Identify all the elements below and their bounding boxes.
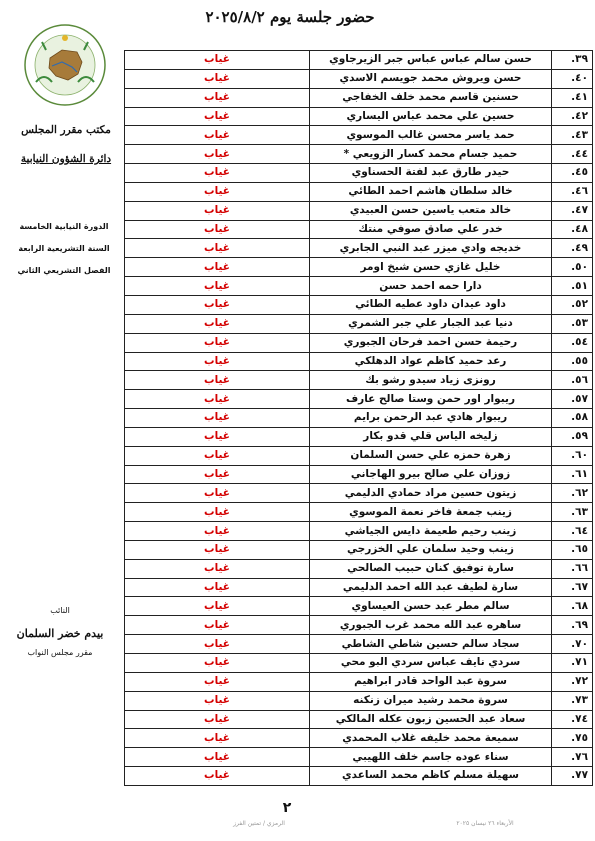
attendance-status: غياب <box>125 295 310 314</box>
row-number: ٥٨. <box>552 409 593 428</box>
row-number: ٥٧. <box>552 390 593 409</box>
attendance-status: غياب <box>125 616 310 635</box>
table-row <box>125 672 593 691</box>
table-row <box>125 767 593 786</box>
session-line: السنة التشريعية الرابعة <box>18 244 110 253</box>
member-name: زهرة حمزه علي حسن السلمان <box>310 446 552 465</box>
signature-role: مقرر مجلس النواب <box>27 648 93 657</box>
row-number: ٦٦. <box>552 559 593 578</box>
attendance-status: غياب <box>125 314 310 333</box>
row-number: ٣٩. <box>552 51 593 70</box>
row-number: ٧١. <box>552 654 593 673</box>
table-row <box>125 578 593 597</box>
table-row <box>125 710 593 729</box>
row-number: ٥٣. <box>552 314 593 333</box>
table-row <box>125 201 593 220</box>
table-row <box>125 126 593 145</box>
member-name: زينب وحيد سلمان علي الخزرجي <box>310 540 552 559</box>
attendance-status: غياب <box>125 710 310 729</box>
member-name: سالم مطر عبد حسن العيساوي <box>310 597 552 616</box>
attendance-status: غياب <box>125 390 310 409</box>
page-title: حضور جلسة يوم ٢٠٢٥/٨/٢ <box>205 8 375 26</box>
attendance-status: غياب <box>125 503 310 522</box>
row-number: ٤٠. <box>552 69 593 88</box>
member-name: حميد جسام محمد كسار الزويعي * <box>310 145 552 164</box>
table-row <box>125 522 593 541</box>
attendance-status: غياب <box>125 126 310 145</box>
table-row <box>125 69 593 88</box>
member-name: خليل غازي حسن شيخ اومر <box>310 258 552 277</box>
session-line: الفصل التشريعي الثاني <box>17 266 111 275</box>
attendance-status: غياب <box>125 88 310 107</box>
member-name: سجاد سالم حسين شاطي الشاطي <box>310 635 552 654</box>
table-row <box>125 107 593 126</box>
table-row <box>125 409 593 428</box>
row-number: ٦٠. <box>552 446 593 465</box>
table-row <box>125 88 593 107</box>
row-number: ٦٤. <box>552 522 593 541</box>
member-name: سروة محمد رشيد ميران زنكنه <box>310 691 552 710</box>
row-number: ٤١. <box>552 88 593 107</box>
attendance-status: غياب <box>125 729 310 748</box>
table-row <box>125 182 593 201</box>
table-row <box>125 597 593 616</box>
table-row <box>125 503 593 522</box>
table-row <box>125 145 593 164</box>
attendance-status: غياب <box>125 277 310 296</box>
member-name: سروة عبد الواحد قادر ابراهيم <box>310 672 552 691</box>
member-name: زليخه الياس قلي قدو بكار <box>310 427 552 446</box>
attendance-status: غياب <box>125 672 310 691</box>
attendance-status: غياب <box>125 69 310 88</box>
member-name: خالد سلطان هاشم احمد الطائي <box>310 182 552 201</box>
row-number: ٦٣. <box>552 503 593 522</box>
attendance-status: غياب <box>125 691 310 710</box>
attendance-status: غياب <box>125 333 310 352</box>
member-name: خالد متعب ياسين حسن العبيدي <box>310 201 552 220</box>
member-name: حيدر طارق عبد لفتة الحسناوي <box>310 164 552 183</box>
signature-title: النائب <box>50 606 70 615</box>
attendance-table <box>124 50 593 786</box>
attendance-status: غياب <box>125 597 310 616</box>
member-name: سارة توفيق كنان حبيب الصالحي <box>310 559 552 578</box>
footer-left-text: الرمزي / تمتين الفرز <box>233 820 285 827</box>
attendance-status: غياب <box>125 51 310 70</box>
member-name: زينب رحيم طعيمة دايس الجياشي <box>310 522 552 541</box>
table-row <box>125 540 593 559</box>
row-number: ٤٦. <box>552 182 593 201</box>
member-name: ساهره عبد الله محمد غرب الجبوري <box>310 616 552 635</box>
table-row <box>125 635 593 654</box>
attendance-status: غياب <box>125 559 310 578</box>
row-number: ٧٥. <box>552 729 593 748</box>
member-name: حسنين قاسم محمد خلف الخفاجي <box>310 88 552 107</box>
table-row <box>125 352 593 371</box>
row-number: ٤٩. <box>552 239 593 258</box>
attendance-status: غياب <box>125 371 310 390</box>
row-number: ٧٦. <box>552 748 593 767</box>
table-row <box>125 371 593 390</box>
member-name: رونزى زياد سيدو رشو بك <box>310 371 552 390</box>
page-number: ٢ <box>282 800 292 816</box>
attendance-status: غياب <box>125 182 310 201</box>
table-row <box>125 333 593 352</box>
department-label: دائرة الشؤون النيابية <box>20 153 112 165</box>
attendance-status: غياب <box>125 239 310 258</box>
member-name: سهيلة مسلم كاظم محمد الساعدي <box>310 767 552 786</box>
row-number: ٤٢. <box>552 107 593 126</box>
member-name: دنيا عبد الجبار علي جبر الشمري <box>310 314 552 333</box>
row-number: ٤٣. <box>552 126 593 145</box>
member-name: سارة لطيف عبد الله احمد الدليمي <box>310 578 552 597</box>
row-number: ٥٥. <box>552 352 593 371</box>
table-row <box>125 654 593 673</box>
table-row <box>125 484 593 503</box>
member-name: سردي نايف عباس سردي البو محي <box>310 654 552 673</box>
attendance-status: غياب <box>125 654 310 673</box>
attendance-status: غياب <box>125 258 310 277</box>
attendance-status: غياب <box>125 107 310 126</box>
table-row <box>125 427 593 446</box>
attendance-status: غياب <box>125 164 310 183</box>
table-row <box>125 51 593 70</box>
attendance-status: غياب <box>125 220 310 239</box>
member-name: سميعة محمد خليفه غلاب المحمدي <box>310 729 552 748</box>
table-row <box>125 390 593 409</box>
member-name: خديجه وادي ميزر عبد النبي الجابري <box>310 239 552 258</box>
row-number: ٧٤. <box>552 710 593 729</box>
attendance-status: غياب <box>125 352 310 371</box>
member-name: حمد ياسر محسن غالب الموسوي <box>310 126 552 145</box>
table-row <box>125 220 593 239</box>
attendance-status: غياب <box>125 446 310 465</box>
footer-right-text: الأربعاء ٢٦ نيسان ٢٠٢٥ <box>456 820 514 827</box>
table-row <box>125 465 593 484</box>
attendance-status: غياب <box>125 522 310 541</box>
table-row <box>125 239 593 258</box>
member-name: حسن ويروش محمد جويسم الاسدي <box>310 69 552 88</box>
member-name: سناء عوده جاسم خلف اللهيبي <box>310 748 552 767</box>
row-number: ٥٦. <box>552 371 593 390</box>
office-label: مكتب مقرر المجلس <box>21 124 111 136</box>
member-name: زوزان علي صالح بيرو الهاجاني <box>310 465 552 484</box>
row-number: ٥١. <box>552 277 593 296</box>
table-row <box>125 559 593 578</box>
table-row <box>125 748 593 767</box>
row-number: ٤٧. <box>552 201 593 220</box>
row-number: ٤٥. <box>552 164 593 183</box>
row-number: ٧٢. <box>552 672 593 691</box>
table-row <box>125 446 593 465</box>
session-line: الدورة النيابية الخامسة <box>19 222 109 231</box>
row-number: ٧٠. <box>552 635 593 654</box>
row-number: ٧٣. <box>552 691 593 710</box>
attendance-status: غياب <box>125 748 310 767</box>
row-number: ٦٥. <box>552 540 593 559</box>
row-number: ٥٤. <box>552 333 593 352</box>
member-name: ريبوار هادي عبد الرحمن برايم <box>310 409 552 428</box>
attendance-status: غياب <box>125 465 310 484</box>
table-row <box>125 164 593 183</box>
table-row <box>125 295 593 314</box>
attendance-status: غياب <box>125 540 310 559</box>
row-number: ٥٩. <box>552 427 593 446</box>
member-name: ريبوار اور حمن وستا صالح عارف <box>310 390 552 409</box>
row-number: ٦٢. <box>552 484 593 503</box>
row-number: ٧٧. <box>552 767 593 786</box>
table-row <box>125 258 593 277</box>
row-number: ٦٧. <box>552 578 593 597</box>
parliament-logo <box>22 22 108 108</box>
member-name: زيتون حسين مراد حمادي الدليمي <box>310 484 552 503</box>
member-name: سعاد عبد الحسين زبون عكله المالكي <box>310 710 552 729</box>
row-number: ٦٩. <box>552 616 593 635</box>
member-name: حسين علي محمد عباس اليساري <box>310 107 552 126</box>
member-name: زينب جمعة فاخر نعمة الموسوي <box>310 503 552 522</box>
table-row <box>125 314 593 333</box>
member-name: خدر علي صادق صوفي منتك <box>310 220 552 239</box>
row-number: ٤٨. <box>552 220 593 239</box>
attendance-status: غياب <box>125 409 310 428</box>
member-name: حسن سالم عباس عباس جبر الزيرجاوي <box>310 51 552 70</box>
member-name: داود عيدان داود عطيه الطائي <box>310 295 552 314</box>
attendance-status: غياب <box>125 578 310 597</box>
table-row <box>125 277 593 296</box>
row-number: ٥٢. <box>552 295 593 314</box>
attendance-status: غياب <box>125 635 310 654</box>
table-row <box>125 729 593 748</box>
row-number: ٥٠. <box>552 258 593 277</box>
row-number: ٤٤. <box>552 145 593 164</box>
attendance-status: غياب <box>125 484 310 503</box>
attendance-status: غياب <box>125 767 310 786</box>
table-row <box>125 616 593 635</box>
attendance-status: غياب <box>125 145 310 164</box>
row-number: ٦٨. <box>552 597 593 616</box>
member-name: رعد حميد كاظم عواد الدهلكي <box>310 352 552 371</box>
member-name: دارا حمه احمد حسن <box>310 277 552 296</box>
table-row <box>125 691 593 710</box>
signature-name: بيدم خضر السلمان <box>16 627 104 640</box>
attendance-status: غياب <box>125 427 310 446</box>
member-name: رحيمة حسن احمد فرحان الجبوري <box>310 333 552 352</box>
row-number: ٦١. <box>552 465 593 484</box>
attendance-status: غياب <box>125 201 310 220</box>
